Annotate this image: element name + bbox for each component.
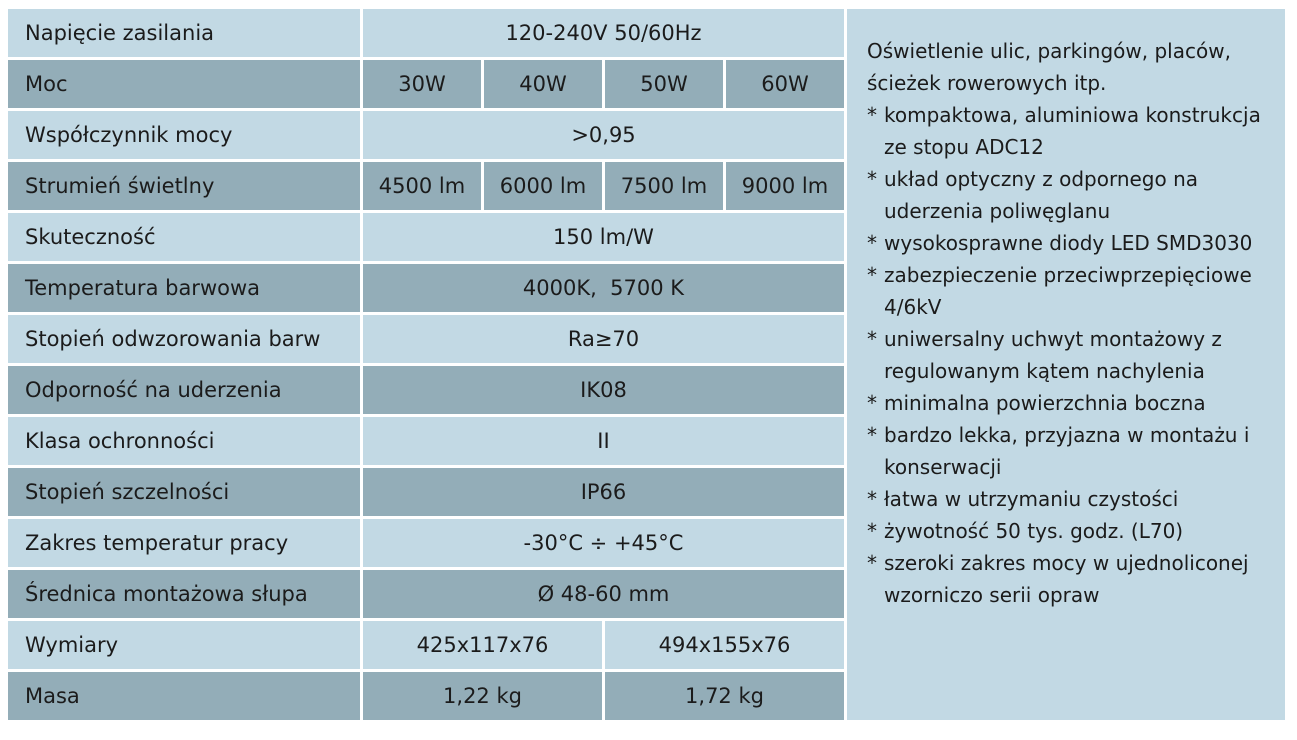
spec-value: 4000K, 5700 K xyxy=(363,264,844,312)
spec-value: II xyxy=(363,417,844,465)
spec-value: 150 lm/W xyxy=(363,213,844,261)
feature-text: szeroki zakres mocy w ujednoliconej wzorniczo serii opraw xyxy=(884,551,1249,607)
table-row xyxy=(8,9,1285,57)
feature-text: wysokosprawne diody LED SMD3030 xyxy=(884,231,1253,255)
spec-label: Stopień odwzorowania barw xyxy=(8,315,360,363)
list-item xyxy=(867,515,1285,547)
spec-label: Temperatura barwowa xyxy=(8,264,360,312)
bullet-marker: * xyxy=(867,423,877,447)
spec-label: Średnica montażowa słupa xyxy=(8,570,360,618)
bullet-marker: * xyxy=(867,551,877,575)
bullet-marker: * xyxy=(867,327,877,351)
bullet-marker: * xyxy=(867,263,877,287)
bullet-marker: * xyxy=(867,103,877,127)
feature-text: zabezpieczenie przeciwprzepięciowe 4/6kV xyxy=(884,263,1252,319)
feature-text: kompaktowa, aluminiowa konstrukcja ze stopu ADC12 xyxy=(884,103,1261,159)
spec-value: 1,22 kg xyxy=(363,672,602,720)
bullet-marker: * xyxy=(867,231,877,255)
features-intro: Oświetlenie ulic, parkingów, placów, ścieżek rowerowych itp. xyxy=(867,39,1231,95)
bullet-marker: * xyxy=(867,391,877,415)
spec-label: Skuteczność xyxy=(8,213,360,261)
spec-label: Wymiary xyxy=(8,621,360,669)
spec-label: Masa xyxy=(8,672,360,720)
spec-value: IP66 xyxy=(363,468,844,516)
feature-text: uniwersalny uchwyt montażowy z regulowanym kątem nachylenia xyxy=(884,327,1222,383)
spec-label: Zakres temperatur pracy xyxy=(8,519,360,567)
spec-value: 6000 lm xyxy=(484,162,602,210)
feature-text: minimalna powierzchnia boczna xyxy=(884,391,1206,415)
spec-label: Stopień szczelności xyxy=(8,468,360,516)
spec-label: Współczynnik mocy xyxy=(8,111,360,159)
spec-value: 425x117x76 xyxy=(363,621,602,669)
spec-value: 4500 lm xyxy=(363,162,481,210)
list-item xyxy=(867,323,1285,387)
list-item xyxy=(867,163,1285,227)
spec-label: Napięcie zasilania xyxy=(8,9,360,57)
bullet-marker: * xyxy=(867,487,877,511)
spec-value: 1,72 kg xyxy=(605,672,844,720)
spec-value: 40W xyxy=(484,60,602,108)
spec-value: IK08 xyxy=(363,366,844,414)
spec-value: >0,95 xyxy=(363,111,844,159)
spec-table xyxy=(5,6,1288,723)
spec-label: Strumień świetlny xyxy=(8,162,360,210)
bullet-marker: * xyxy=(867,167,877,191)
feature-text: układ optyczny z odpornego na uderzenia poliwęglanu xyxy=(884,167,1199,223)
spec-value: 60W xyxy=(726,60,844,108)
spec-value: 9000 lm xyxy=(726,162,844,210)
spec-value: Ra≥70 xyxy=(363,315,844,363)
feature-text: żywotność 50 tys. godz. (L70) xyxy=(884,519,1184,543)
bullet-marker: * xyxy=(867,519,877,543)
list-item xyxy=(867,99,1285,163)
feature-text: łatwa w utrzymaniu czystości xyxy=(884,487,1179,511)
list-item xyxy=(867,227,1285,259)
spec-label: Moc xyxy=(8,60,360,108)
list-item xyxy=(867,547,1285,611)
list-item xyxy=(867,387,1285,419)
spec-value: 7500 lm xyxy=(605,162,723,210)
features-panel xyxy=(847,9,1285,720)
spec-label: Odporność na uderzenia xyxy=(8,366,360,414)
feature-text: bardzo lekka, przyjazna w montażu i konserwacji xyxy=(884,423,1250,479)
spec-label: Klasa ochronności xyxy=(8,417,360,465)
features-list xyxy=(867,99,1285,611)
spec-value: 30W xyxy=(363,60,481,108)
spec-value: 494x155x76 xyxy=(605,621,844,669)
spec-value: 50W xyxy=(605,60,723,108)
list-item xyxy=(867,483,1285,515)
spec-value: 120-240V 50/60Hz xyxy=(363,9,844,57)
spec-value: Ø 48-60 mm xyxy=(363,570,844,618)
list-item xyxy=(867,419,1285,483)
spec-value: -30°C ÷ +45°C xyxy=(363,519,844,567)
list-item xyxy=(867,259,1285,323)
